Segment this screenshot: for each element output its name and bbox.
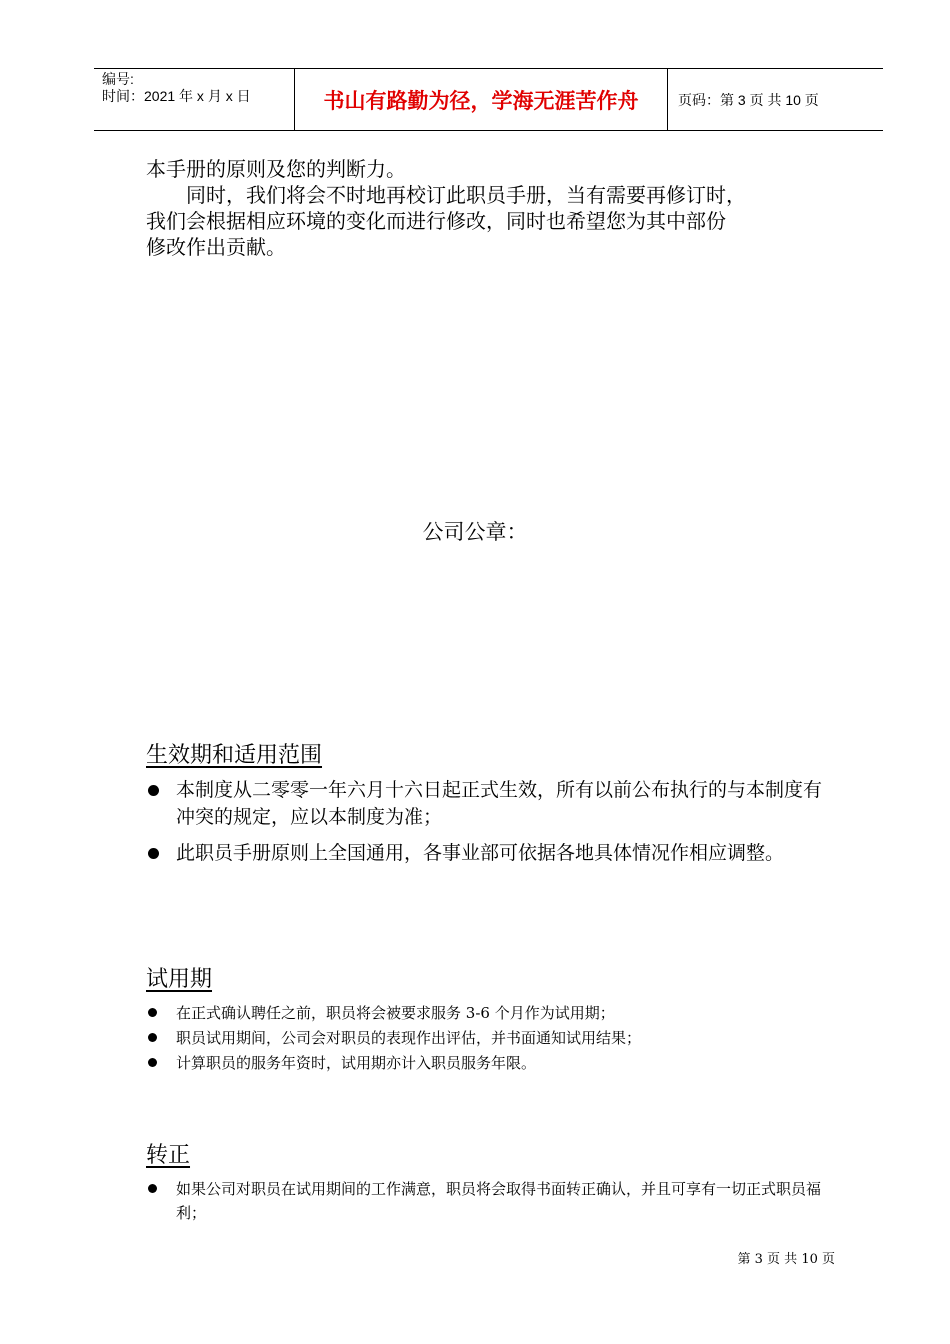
bullet-icon bbox=[148, 848, 159, 859]
intro-line: 修改作出贡献。 bbox=[146, 235, 286, 259]
section-title-probation: 试用期 bbox=[146, 967, 213, 992]
header-motto: 书山有路勤为径，学海无涯苦作舟 bbox=[295, 69, 668, 130]
list-item-text: 计算职员的服务年资时，试用期亦计入职员服务年限。 bbox=[176, 1054, 537, 1072]
company-seal-label: 公司公章： bbox=[422, 520, 528, 544]
list-item bbox=[146, 1177, 836, 1227]
intro-line: 我们会根据相应环境的变化而进行修改，同时也希望您为其中部份 bbox=[146, 209, 726, 233]
bullet-icon bbox=[148, 1033, 157, 1042]
list-item bbox=[146, 1051, 836, 1075]
document-number-label: 编号: bbox=[102, 71, 134, 87]
list-item-text: 此职员手册原则上全国通用，各事业部可依据各地具体情况作相应调整。 bbox=[176, 842, 785, 864]
bullet-icon bbox=[148, 1008, 157, 1017]
bullet-icon bbox=[148, 1058, 157, 1067]
list-item bbox=[146, 777, 836, 831]
list-item-text: 如果公司对职员在试用期间的工作满意，职员将会取得书面转正确认，并且可享有一切正式职员福利； bbox=[176, 1180, 822, 1222]
page-header bbox=[94, 68, 883, 131]
header-meta bbox=[94, 69, 295, 130]
section-title-effective: 生效期和适用范围 bbox=[146, 743, 323, 768]
list-item bbox=[146, 1001, 836, 1025]
list-item-text: 职员试用期间，公司会对职员的表现作出评估，并书面通知试用结果； bbox=[176, 1029, 642, 1047]
intro-paragraph bbox=[146, 156, 836, 260]
list-item bbox=[146, 1026, 836, 1050]
list-item-text: 本制度从二零零一年六月十六日起正式生效，所有以前公布执行的与本制度有冲突的规定，应以本制度为准； bbox=[176, 779, 823, 828]
section-title-regular: 转正 bbox=[146, 1143, 191, 1168]
bullet-icon bbox=[148, 785, 159, 796]
list-item bbox=[146, 840, 836, 910]
page-footer: 第 3 页 共 10 页 bbox=[737, 1252, 835, 1267]
list-item-text: 在正式确认聘任之前，职员将会被要求服务 3-6 个月作为试用期； bbox=[176, 1004, 615, 1022]
header-page-number: 页码：第 3 页 共 10 页 bbox=[678, 91, 819, 108]
intro-line: 本手册的原则及您的判断力。 bbox=[146, 157, 406, 181]
document-time-label: 时间：2021 年 x 月 x 日 bbox=[102, 88, 251, 104]
bullet-icon bbox=[148, 1184, 157, 1193]
intro-line: 同时，我们将会不时地再校订此职员手册，当有需要再修订时， bbox=[146, 183, 746, 207]
